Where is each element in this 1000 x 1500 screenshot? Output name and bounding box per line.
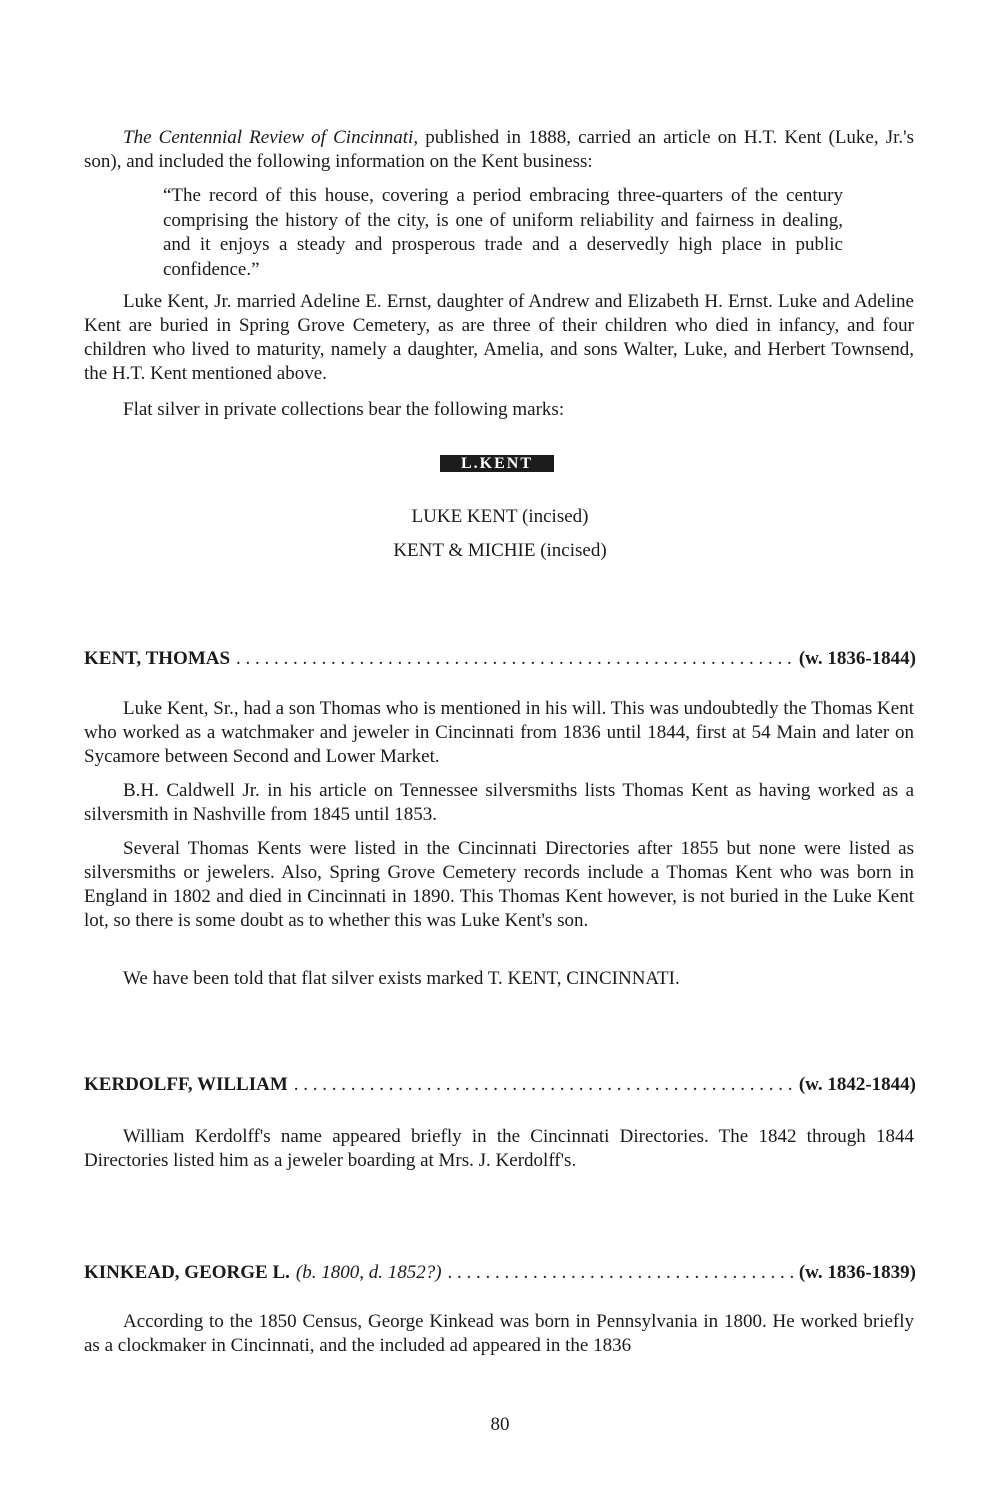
intro-paragraph xyxy=(84,126,914,174)
kent-thomas-paragraph: Several Thomas Kents were listed in the Cincinnati Directories after 1855 but none were listed as silversmiths or jewelers. Also, Spring Grove Cemetery records include a Thomas Kent who was born in England in 1802 and died in Cincinnati in 1890. This Thomas Kent however, is not buried in the Luke Kent lot, so there is some doubt as to whether this was Luke Kent's son. xyxy=(84,838,914,931)
marks-intro-paragraph: Flat silver in private collections bear the following marks: xyxy=(123,399,565,420)
family-paragraph: Luke Kent, Jr. married Adeline E. Ernst, daughter of Andrew and Elizabeth H. Ernst. Luke and Adeline Kent are buried in Spring Grove Cemetery, as are three of their children who died in infancy, and four children who lived to maturity, namely a daughter, Amelia, and sons Walter, Luke, and Herbert Townsend, the H.T. Kent mentioned above. xyxy=(84,291,914,384)
l-kent-mark-stamp: L.KENT xyxy=(440,455,554,472)
intro-title: The Centennial Review of Cincinnati, xyxy=(123,127,419,148)
entry-name: KENT, THOMAS xyxy=(84,648,231,669)
mark-luke-kent: LUKE KENT (incised) xyxy=(411,506,589,527)
entry-dates: (w. 1842-1844) xyxy=(798,1074,916,1095)
mark-kent-michie: KENT & MICHIE (incised) xyxy=(393,540,607,561)
entry-name: KERDOLFF, WILLIAM xyxy=(84,1074,288,1095)
dot-leader xyxy=(236,648,793,670)
entry-dates: (w. 1836-1839) xyxy=(798,1262,916,1283)
entry-name: KINKEAD, GEORGE L. xyxy=(84,1262,290,1283)
dot-leader xyxy=(448,1262,793,1284)
entry-heading-kinkead xyxy=(84,1262,916,1284)
kent-thomas-paragraph: B.H. Caldwell Jr. in his article on Tennessee silversmiths lists Thomas Kent as having worked as a silversmith in Nashville from 1845 until 1853. xyxy=(84,780,914,825)
dot-leader xyxy=(294,1074,793,1096)
page-number: 80 xyxy=(490,1414,510,1435)
block-quote: “The record of this house, covering a period embracing three-quarters of the century comprising the history of the city, is one of uniform reliability and fairness in dealing, and it enjoys a steady and prosperous trade and a deservedly high place in public confidence.” xyxy=(163,185,843,280)
kinkead-paragraph: According to the 1850 Census, George Kinkead was born in Pennsylvania in 1800. He worked briefly as a clockmaker in Cincinnati, and the included ad appeared in the 1836 xyxy=(84,1311,914,1356)
entry-life-dates: (b. 1800, d. 1852?) xyxy=(295,1262,442,1283)
intro-text: published in 1888, carried an article on H.T. Kent (Luke, Jr.'s son), and included the following information on the Kent business: xyxy=(84,127,915,172)
entry-heading-kent-thomas xyxy=(84,648,916,670)
kent-thomas-paragraph: Luke Kent, Sr., had a son Thomas who is mentioned in his will. This was undoubtedly the Thomas Kent who worked as a watchmaker and jeweler in Cincinnati from 1836 until 1844, first at 54 Main and later on Sycamore between Second and Lower Market. xyxy=(84,698,914,767)
kerdolff-paragraph: William Kerdolff's name appeared briefly in the Cincinnati Directories. The 1842 through 1844 Directories listed him as a jeweler boarding at Mrs. J. Kerdolff's. xyxy=(84,1126,914,1171)
entry-dates: (w. 1836-1844) xyxy=(798,648,916,669)
entry-heading-kerdolff xyxy=(84,1074,916,1096)
kent-thomas-paragraph: We have been told that flat silver exists marked T. KENT, CINCINNATI. xyxy=(123,968,680,989)
